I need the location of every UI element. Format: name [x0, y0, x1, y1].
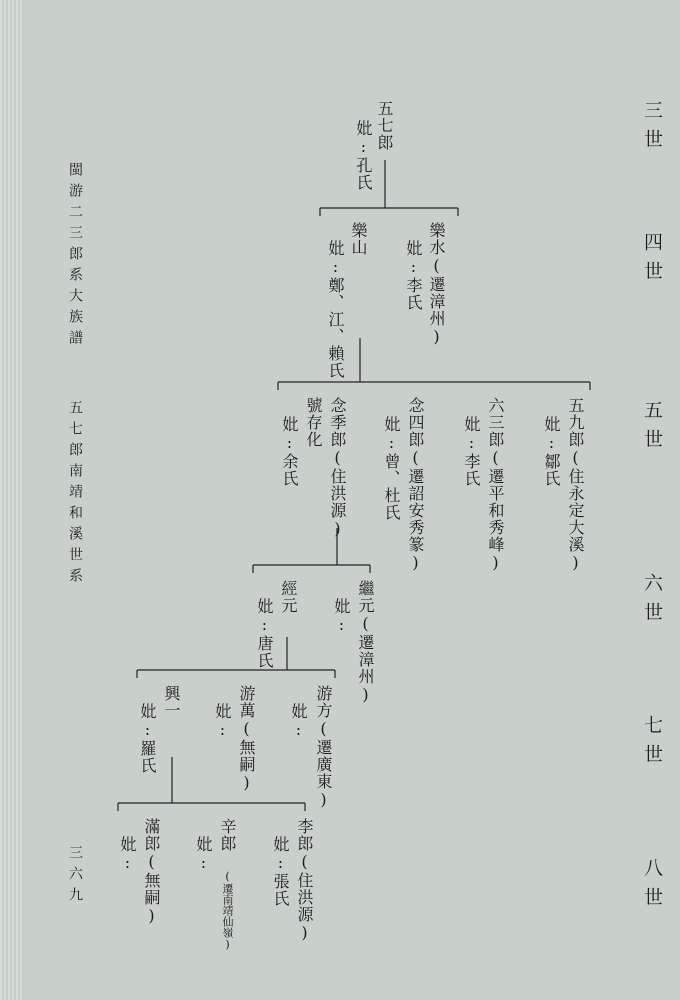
- person-spouse: 妣:鄭、江、賴氏: [326, 240, 345, 379]
- person-name: 辛郎: [218, 818, 237, 852]
- generation-label: 七世: [641, 715, 663, 773]
- person-name: 樂山: [349, 222, 368, 256]
- person-name: 念四郎(遷詔安秀篆): [406, 397, 425, 573]
- person-spouse: 妣:羅氏: [138, 703, 157, 774]
- person-spouse: 妣:張氏: [271, 836, 290, 907]
- person-alias: 號存化: [304, 397, 323, 448]
- person-spouse: 妣:: [289, 703, 308, 740]
- generation-label: 八世: [641, 858, 663, 916]
- person-spouse: 妣:: [332, 598, 351, 635]
- section-title: 五七郎南靖和溪世系: [67, 400, 83, 589]
- person-name: 念季郎(住洪源): [328, 397, 347, 539]
- generation-label: 三世: [641, 100, 663, 158]
- person-name: 游方(遷廣東): [314, 685, 333, 810]
- person-spouse: 妣:: [194, 836, 213, 873]
- person-spouse: 妣:唐氏: [255, 598, 274, 669]
- person-name-note: (遷南靖仙嶺): [221, 870, 234, 951]
- page-number: 三六九: [67, 845, 83, 908]
- generation-label: 四世: [641, 232, 663, 290]
- generation-label: 五世: [641, 400, 663, 458]
- person-spouse: 妣:李氏: [462, 416, 481, 487]
- book-title: 閩游二三郎系大族譜: [67, 162, 83, 351]
- person-name: 滿郎(無嗣): [142, 818, 161, 926]
- person-name: 李郎(住洪源): [295, 818, 314, 943]
- person-spouse: 妣:: [213, 703, 232, 740]
- person-spouse: 妣:鄒氏: [542, 416, 561, 487]
- person-name: 五九郎(住永定大溪): [566, 397, 585, 573]
- person-spouse: 妣:: [118, 836, 137, 873]
- person-name: 六三郎(遷平和秀峰): [486, 397, 505, 573]
- generation-label: 六世: [641, 573, 663, 631]
- person-name: 樂水(遷漳州): [427, 222, 446, 347]
- person-name: 經元: [279, 580, 298, 614]
- person-spouse: 妣:曾、杜氏: [382, 416, 401, 521]
- person-spouse: 妣:李氏: [404, 240, 423, 311]
- person-name: 游萬(無嗣): [237, 685, 256, 793]
- person-name: 繼元(遷漳州): [356, 580, 375, 705]
- person-spouse: 妣:余氏: [280, 416, 299, 487]
- person-name: 五七郎: [375, 100, 394, 151]
- person-spouse: 妣:孔氏: [354, 120, 373, 191]
- person-name: 興一: [162, 685, 181, 719]
